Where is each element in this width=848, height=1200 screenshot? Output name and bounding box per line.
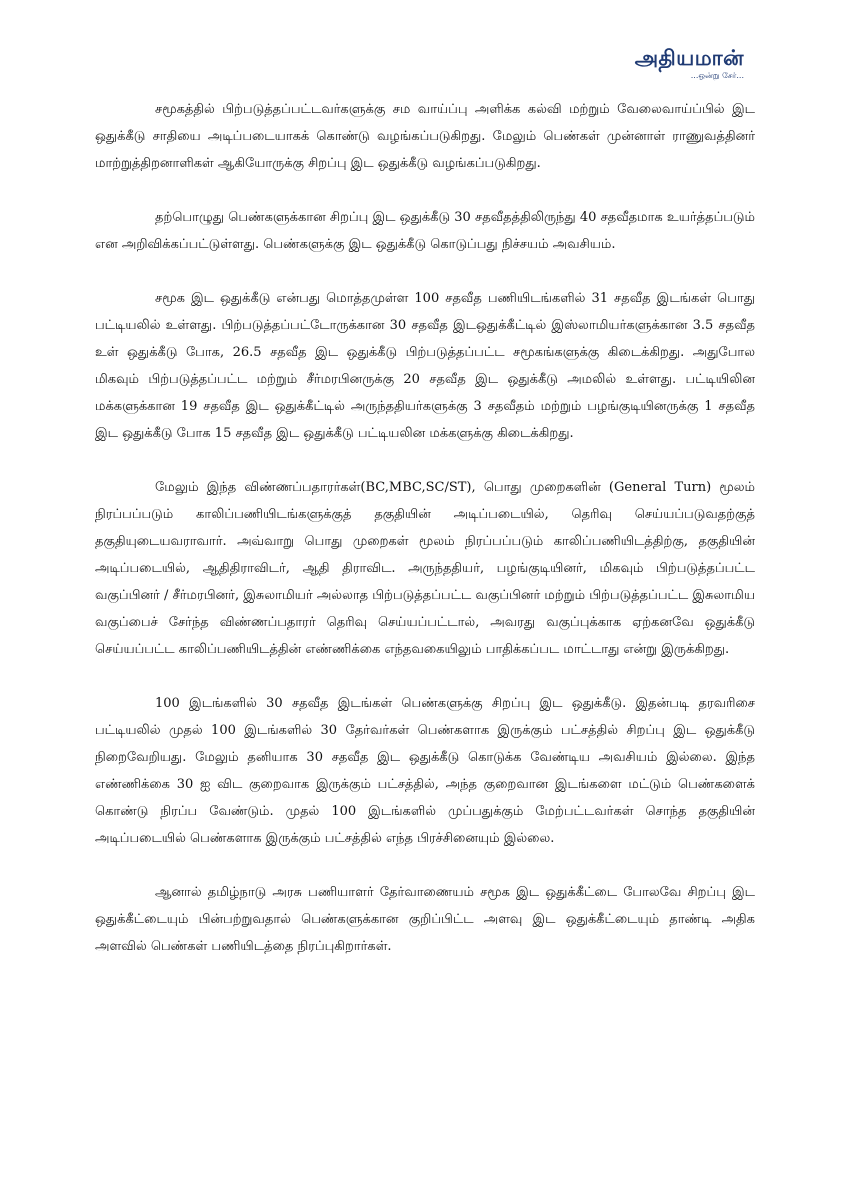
paragraph-5: 100 இடங்களில் 30 சதவீத இடங்கள் பெண்களுக்கு சிறப்பு இட ஒதுக்கீடு. இதன்படி தரவரிசை பட்டியலில் முதல் 100 இடங்களில் 30 தேர்வர்கள் பெண்களாக இருக்கும் பட்சத்தில் சிறப்பு இட ஒதுக்கீடு நிறைவேறியது. மேலும் தனியாக 30 சதவீத இட ஒதுக்கீடு கொடுக்க வேண்டிய அவசியம் இல்லை. இந்த எண்ணிக்கை 30 ஐ விட குறைவாக இருக்கும் பட்சத்தில், அந்த குறைவான இடங்களை மட்டும் பெண்களைக் கொண்டு நிரப்ப வேண்டும். முதல் 100 இடங்களில் முப்பதுக்கும் மேற்பட்டவர்கள் சொந்த தகுதியின் அடிப்படையில் பெண்களாக இருக்கும் பட்சத்தில் எந்த பிரச்சினையும் இல்லை. [95, 696, 755, 846]
paragraph-6: ஆனால் தமிழ்நாடு அரசு பணியாளர் தேர்வாணையம் சமூக இட ஒதுக்கீட்டை போலவே சிறப்பு இட ஒதுக்கீட்டையும் பின்பற்றுவதால் பெண்களுக்கான குறிப்பிட்ட அளவு இட ஒதுக்கீட்டையும் தாண்டி அதிக அளவில் பெண்கள் பணியிடத்தை நிரப்புகிறார்கள். [95, 885, 755, 954]
brand-logo [635, 46, 744, 81]
paragraph-1: சமூகத்தில் பிற்படுத்தப்பட்டவர்களுக்கு சம வாய்ப்பு அளிக்க கல்வி மற்றும் வேலைவாய்ப்பில் இட ஒதுக்கீடு சாதியை அடிப்படையாகக் கொண்டு வழங்கப்படுகிறது. மேலும் பெண்கள் முன்னாள் ராணுவத்தினர் மாற்றுத்திறனாளிகள் ஆகியோருக்கு சிறப்பு இட ஒதுக்கீடு வழங்கப்படுகிறது. [95, 102, 755, 171]
logo-title: அதியமான் [634, 46, 744, 70]
paragraph-3: சமூக இட ஒதுக்கீடு என்பது மொத்தமுள்ள 100 சதவீத பணியிடங்களில் 31 சதவீத இடங்கள் பொது பட்டியலில் உள்ளது. பிற்படுத்தப்பட்டோருக்கான 30 சதவீத இடஒதுக்கீட்டில் இஸ்லாமியர்களுக்கான 3.5 சதவீத உள் ஒதுக்கீடு போக, 26.5 சதவீத இட ஒதுக்கீடு பிற்படுத்தப்பட்ட சமூகங்களுக்கு கிடைக்கிறது. அதுபோல மிகவும் பிற்படுத்தப்பட்ட மற்றும் சீர்மரபினருக்கு 20 சதவீத இட ஒதுக்கீடு அமலில் உள்ளது. பட்டியிலின மக்களுக்கான 19 சதவீத இட ஒதுக்கீட்டில் அருந்ததியர்களுக்கு 3 சதவீதம் மற்றும் பழங்குடியினருக்கு 1 சதவீத இட ஒதுக்கீடு போக 15 சதவீத இட ஒதுக்கீடு பட்டியலின மக்களுக்கு கிடைக்கிறது. [95, 291, 755, 441]
logo-tagline: ...ஒன்று சேர்... [690, 71, 744, 80]
document-body [95, 96, 755, 987]
paragraph-2: தற்பொழுது பெண்களுக்கான சிறப்பு இட ஒதுக்கீடு 30 சதவீதத்திலிருந்து 40 சதவீதமாக உயர்த்தப்படும் என அறிவிக்கப்பட்டுள்ளது. பெண்களுக்கு இட ஒதுக்கீடு கொடுப்பது நிச்சயம் அவசியம். [95, 210, 755, 252]
paragraph-4: மேலும் இந்த விண்ணப்பதாரர்கள்(BC,MBC,SC/ST), பொது முறைகளின் (General Turn) மூலம் நிரப்பப்படும் காலிப்பணியிடங்களுக்குத் தகுதியின் அடிப்படையில், தெரிவு செய்யப்படுவதற்குத் தகுதியுடையவராவார். அவ்வாறு பொது முறைகள் மூலம் நிரப்பப்படும் காலிப்பணியிடத்திற்கு, தகுதியின் அடிப்படையில், ஆதிதிராவிடர், ஆதி திராவிட. அருந்ததியர், பழங்குடியினர், மிகவும் பிற்படுத்தப்பட்ட வகுப்பினர் / சீர்மரபினர், இசுலாமியர் அல்லாத பிற்படுத்தப்பட்ட வகுப்பினர் மற்றும் பிற்படுத்தப்பட்ட இசுலாமிய வகுப்பைச் சேர்ந்த விண்ணப்பதாரர் தெரிவு செய்யப்பட்டால், அவரது வகுப்புக்காக ஏற்கனவே ஒதுக்கீடு செய்யப்பட்ட காலிப்பணியிடத்தின் எண்ணிக்கை எந்தவகையிலும் பாதிக்கப்பட மாட்டாது என்று இருக்கிறது. [95, 480, 755, 657]
